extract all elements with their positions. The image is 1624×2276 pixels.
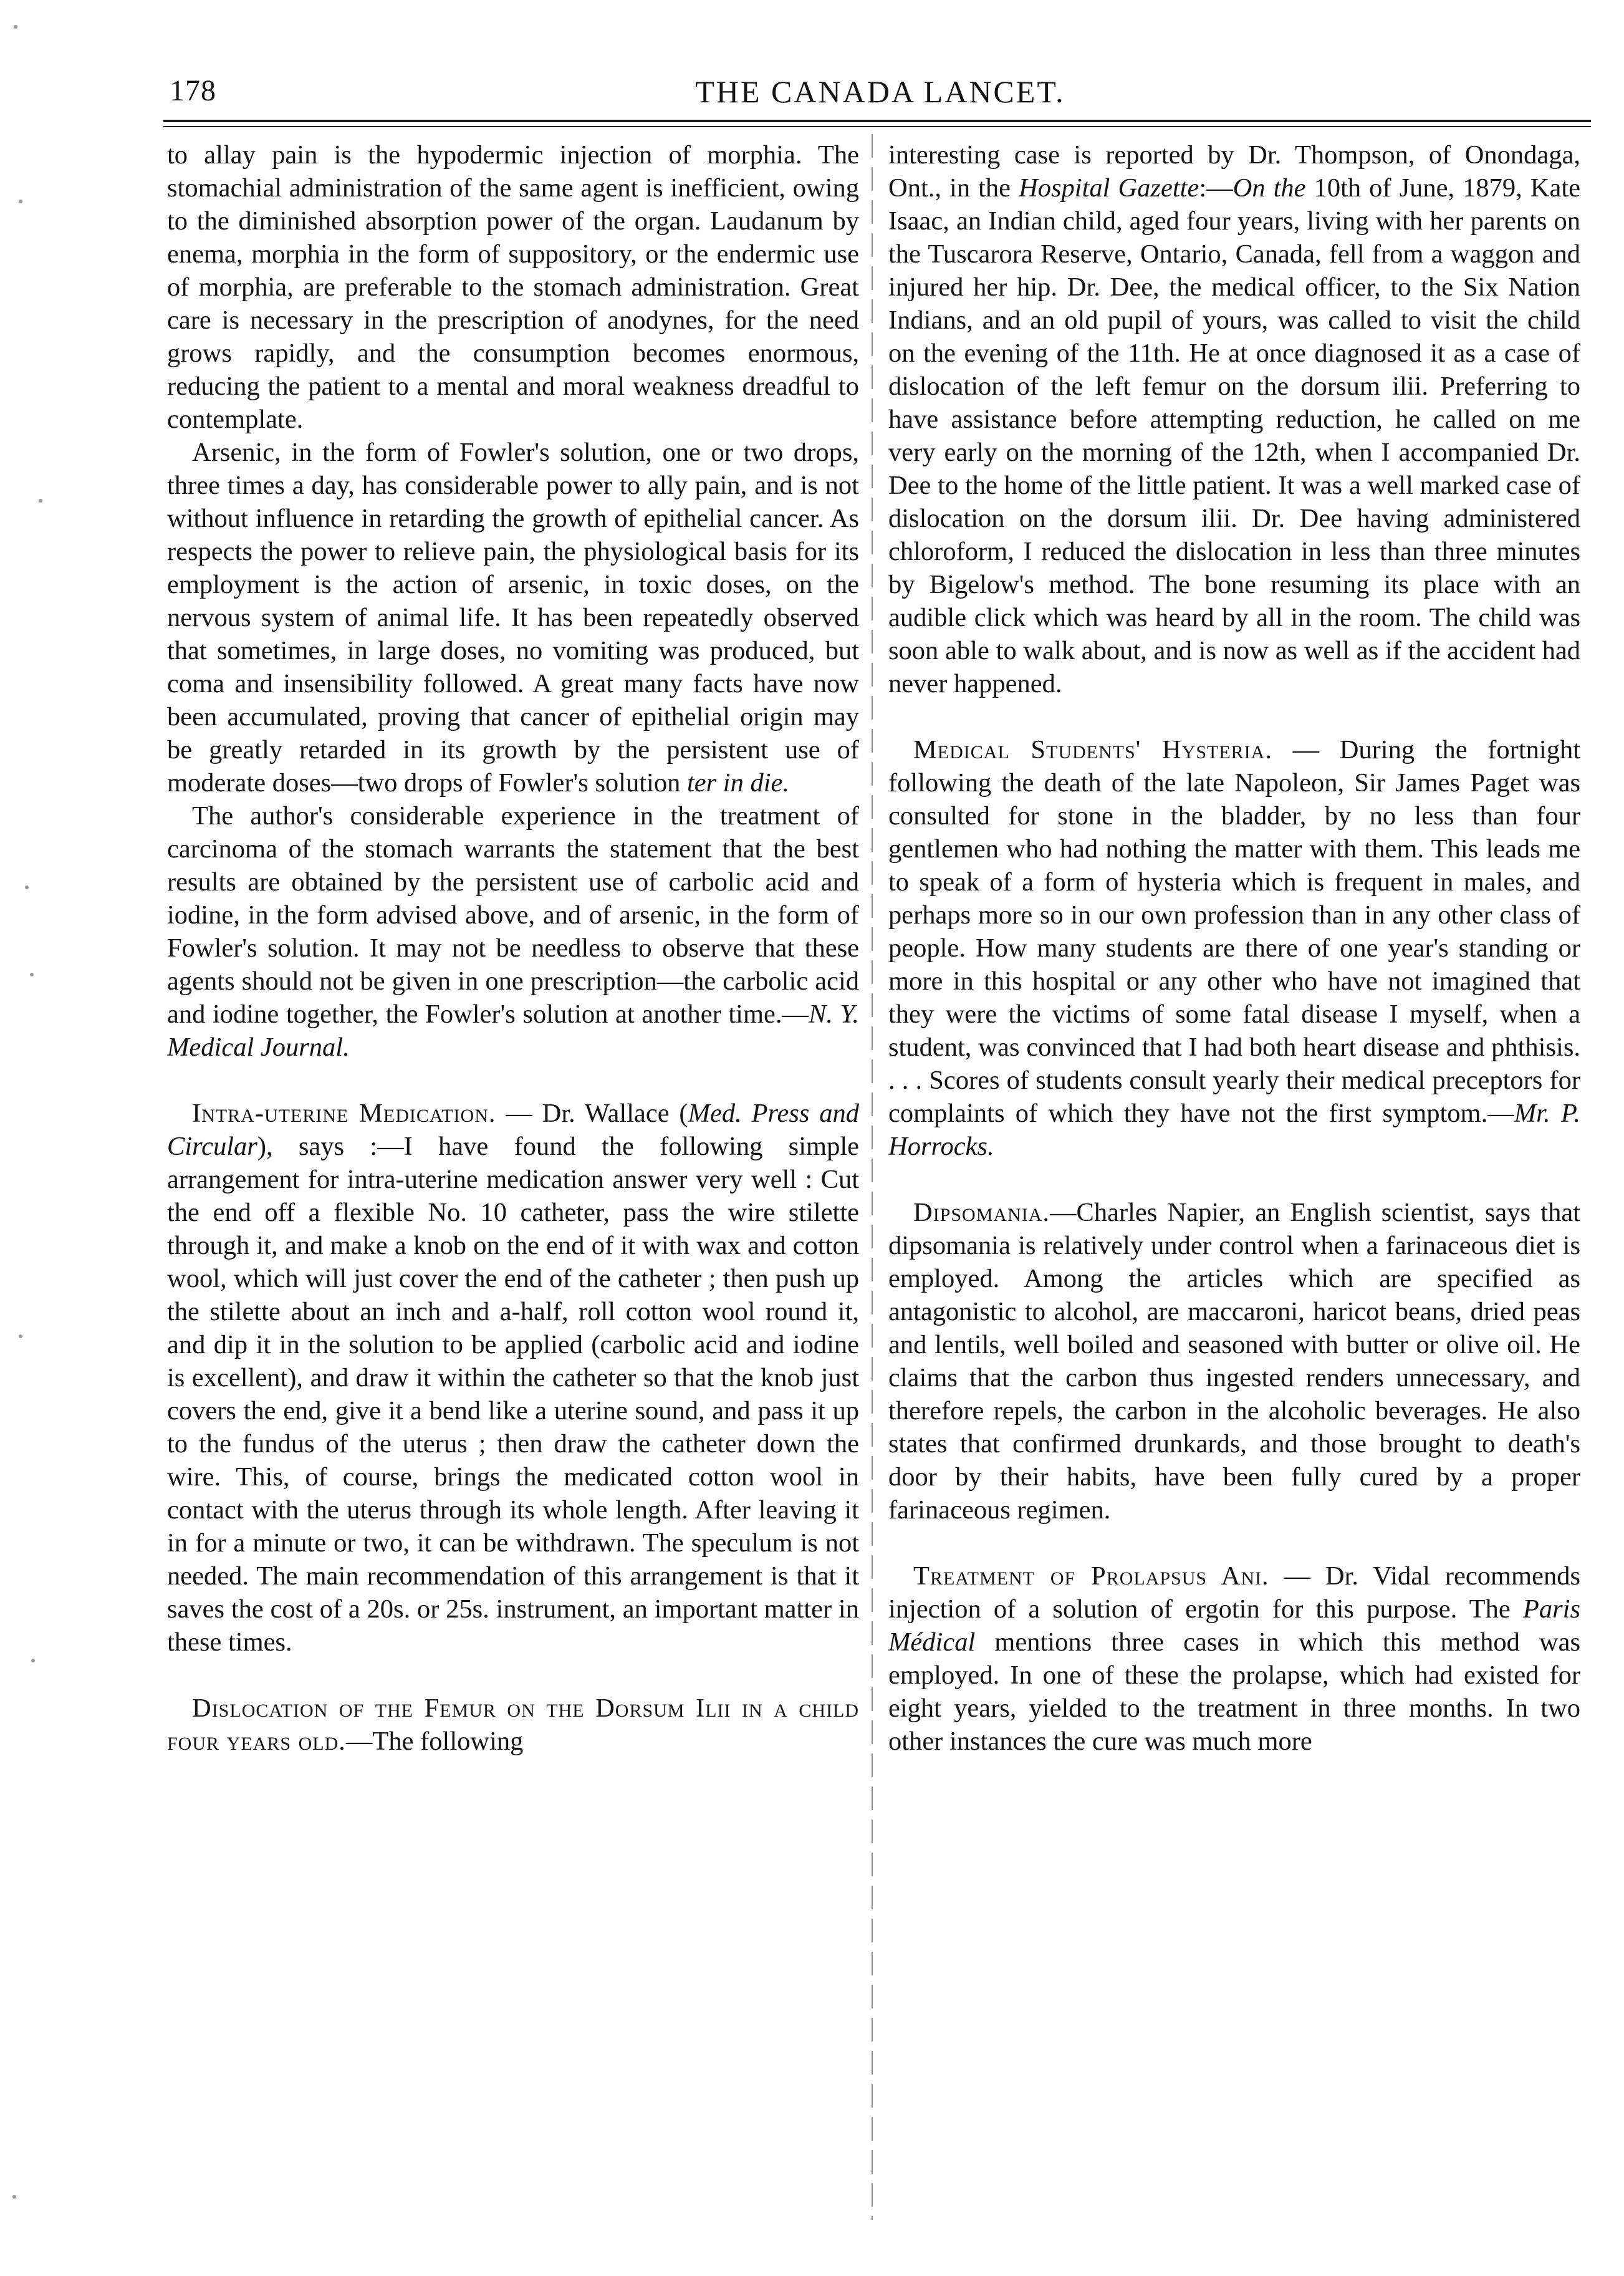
article-dislocation-cont <box>888 138 1580 700</box>
header-rule-thin <box>163 126 1591 127</box>
section-gap <box>167 1659 859 1692</box>
section-gap <box>888 1163 1580 1196</box>
article-heading-intra-uterine: Intra-uterine Medication. <box>192 1099 496 1128</box>
scan-speck <box>39 499 42 503</box>
paragraph-arsenic-text: Arsenic, in the form of Fowler's solution, one or two drops, three times a day, has considerable power to ally pain, and is not without influence in retarding the growth of epithelial cancer. As respects the power to relieve pain, the physiological basis for its employment is the action of arsenic, in toxic doses, on the nervous system of animal life. It has been repeatedly observed that sometimes, in large doses, no vomiting was produced, but coma and insensibility followed. A great many facts have now been accumulated, proving that cancer of epithelial origin may be greatly retarded in its growth by the persistent use of moderate doses—two drops of Fowler's solution <box>167 438 859 798</box>
prolapsus-lead: — Dr. Vidal recommends injection of a solution of ergotin for this purpose. The <box>888 1561 1580 1624</box>
prolapsus-body: mentions three cases in which this method was employed. In one of these the prolapse, which had existed for eight years, yielded to the treatment in three months. In two other instances the cure was much more <box>888 1627 1580 1756</box>
scan-speck <box>25 885 29 889</box>
section-gap <box>888 1526 1580 1560</box>
dislocation-text-2: :— <box>1199 173 1233 203</box>
page-number: 178 <box>170 74 216 107</box>
right-column <box>888 138 1580 2224</box>
dosage-latin: ter in die. <box>686 768 790 798</box>
hysteria-body: — During the fortnight following the death of the late Napoleon, Sir James Paget was consulted for stone in the bladder, by no less than four gentlemen who had nothing the matter with them. This leads me to speak of a form of hysteria which is frequent in males, and perhaps more so in our own profession than in any other class of people. How many students are there of one year's standing or more in this hospital or any other who have not imagined that they were the victims of some fatal disease I myself, when a student, was convinced that I had both heart disease and phthisis. . . . Scores of students consult yearly their medical preceptors for complaints of which they have not the first symptom.— <box>888 735 1580 1128</box>
paragraph-carcinoma <box>167 799 859 1064</box>
prolapsus-journal: Paris Médical <box>888 1594 1580 1657</box>
paragraph-carcinoma-text: The author's considerable experience in the treatment of carcinoma of the stomach warrants the statement that the best results are obtained by the persistent use of carbolic acid and iodine, in the form advised above, and of arsenic, in the form of Fowler's solution. It may not be needless to observe that these agents should not be given in one prescription—the carbolic acid and iodine together, the Fowler's solution at another time.— <box>167 801 859 1029</box>
scan-speck <box>30 973 34 976</box>
dislocation-journal: Hospital Gazette <box>1019 173 1199 203</box>
section-gap <box>167 1064 859 1097</box>
scan-speck <box>14 25 17 29</box>
source-citation: N. Y. Medical Journal. <box>167 1000 859 1062</box>
dipsomania-body: —Charles Napier, an English scientist, says that dipsomania is relatively under control when a farinaceous diet is employed. Among the articles which are specified as antagonistic to alcohol, are maccaroni, haricot beans, dried peas and lentils, well boiled and seasoned with butter or olive oil. He claims that the carbon thus ingested renders unnecessary, and therefore repels, the carbon in the alcoholic beverages. He also states that confirmed drunkards, and those brought to death's door by their habits, have been fully cured by a proper farinaceous regimen. <box>888 1198 1580 1525</box>
article-heading-dislocation: Dislocation of the Femur on the Dorsum Ilii in a child four years old. <box>167 1694 859 1756</box>
article-heading-prolapsus: Treatment of Prolapsus Ani. <box>913 1561 1269 1591</box>
scan-speck <box>31 1659 35 1662</box>
dislocation-text-1: interesting case is reported by Dr. Thompson, of Onondaga, Ont., in the <box>888 140 1580 203</box>
paragraph-morphia: to allay pain is the hypodermic injection of morphia. The stomachial administration of the same agent is inefficient, owing to the diminished absorption power of the organ. Laudanum by enema, morphia in the form of suppository, or the endermic use of morphia, are preferable to the stomach administration. Great care is necessary in the prescription of anodynes, for the need grows rapidly, and the consumption becomes enormous, reducing the patient to a mental and moral weakness dreadful to contemplate. <box>167 140 859 434</box>
intra-body: ), says :—I have found the following simple arrangement for intra-uterine medication answer very well : Cut the end off a flexible No. 10 catheter, pass the wire stilette through it, and make a knob on the end of it with wax and cotton wool, which will just cover the end of the catheter ; then push up the stilette about an inch and a-half, roll cotton wool round it, and dip it in the solution to be applied (carbolic acid and iodine is excellent), and draw it within the catheter so that the knob just covers the end, give it a bend like a uterine sound, and pass it up to the fundus of the uterus ; then draw the catheter down the wire. This, of course, brings the medicated cotton wool in contact with the uterus through its whole length. After leaving it in for a minute or two, it can be withdrawn. The speculum is not needed. The main recommendation of this arrangement is that it saves the cost of a 20s. or 25s. instrument, an important matter in these times. <box>167 1132 859 1657</box>
running-head: THE CANADA LANCET. <box>695 74 1065 109</box>
section-gap <box>888 700 1580 733</box>
column-divider <box>872 134 873 2220</box>
dislocation-text-3: 10th of June, 1879, Kate Isaac, an Indian child, aged four years, living with her parents on the Tuscarora Reserve, Ontario, Canada, fell from a waggon and injured her hip. Dr. Dee, the medical officer, to the Six Nation Indians, and an old pupil of yours, was called to visit the child on the evening of the 11th. He at once diagnosed it as a case of dislocation of the left femur on the dorsum ilii. Preferring to have assistance before attempting reduction, he called on me very early on the morning of the 12th, when I accompanied Dr. Dee to the home of the little patient. It was a well marked case of dislocation on the dorsum ilii. Dr. Dee having administered chloroform, I reduced the dislocation in less than three minutes by Bigelow's method. The bone resuming its place with an audible click which was heard by all in the room. The child was soon able to walk about, and is now as well as if the accident had never happened. <box>888 173 1580 698</box>
article-prolapsus <box>888 1560 1580 1758</box>
scan-speck <box>12 2195 16 2199</box>
article-heading-hysteria: Medical Students' Hysteria. <box>913 735 1272 764</box>
header-rule-thick <box>163 120 1591 122</box>
scan-speck <box>19 200 22 203</box>
article-hysteria <box>888 733 1580 1163</box>
intra-lead: — Dr. Wallace ( <box>496 1099 688 1128</box>
scan-speck <box>19 1334 22 1338</box>
intra-journal: Med. Press and Circular <box>167 1099 859 1161</box>
hysteria-source: Mr. P. Horrocks. <box>888 1099 1580 1161</box>
paragraph-arsenic <box>167 436 859 799</box>
dislocation-italic: On the <box>1232 173 1306 203</box>
article-dislocation-start <box>167 1692 859 1758</box>
left-column <box>167 138 859 2224</box>
article-heading-dipsomania: Dipsomania. <box>913 1198 1050 1227</box>
page-header <box>163 74 1597 117</box>
article-intra-uterine <box>167 1097 859 1659</box>
dislocation-lead: —The following <box>345 1727 524 1756</box>
article-dipsomania <box>888 1196 1580 1526</box>
